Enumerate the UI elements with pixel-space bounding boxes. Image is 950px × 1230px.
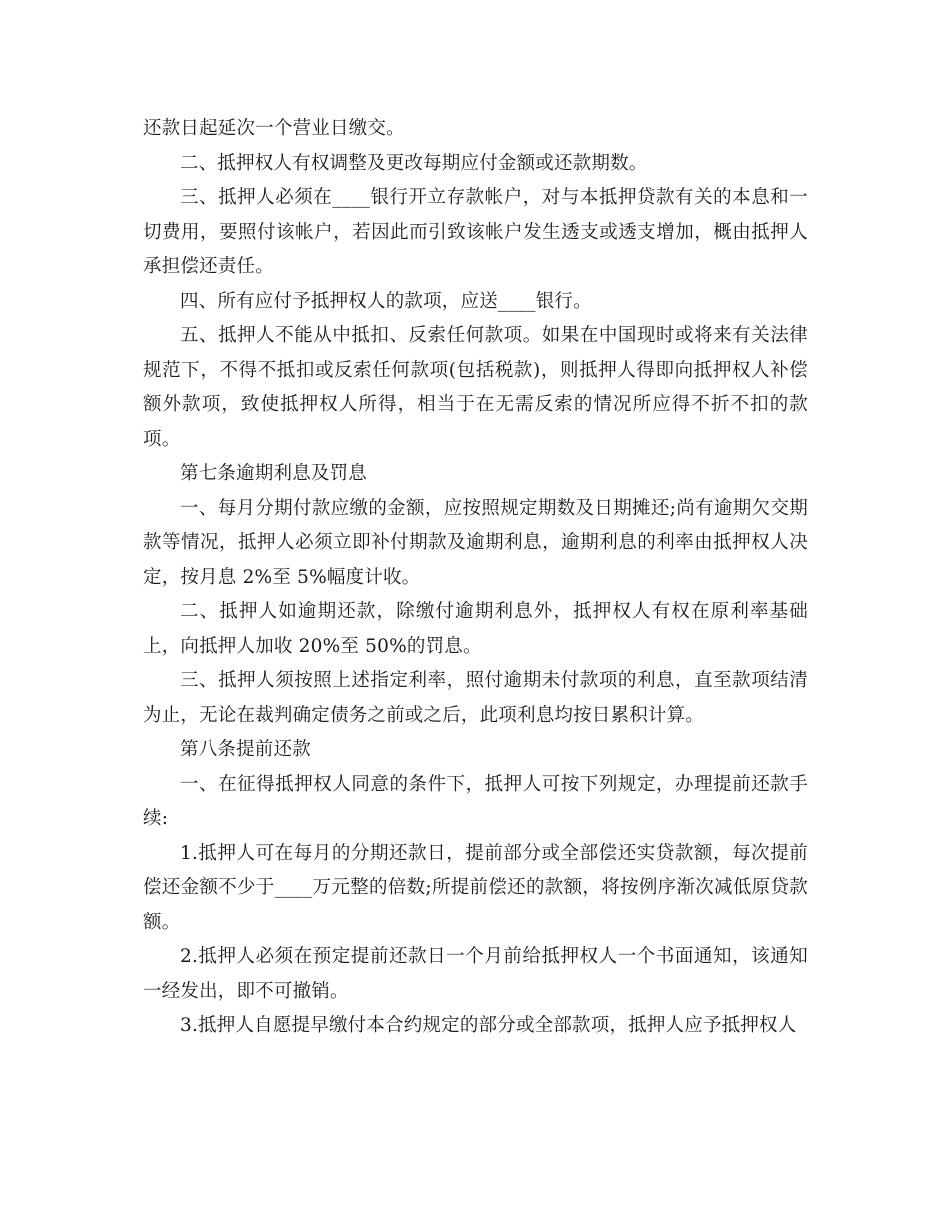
section-heading-article-8: 第八条提前还款 <box>180 739 311 760</box>
paragraph-3: 四、所有应付予抵押权人的款项，应送____银行。 <box>180 290 592 312</box>
paragraph-4: 五、抵押人不能从中抵扣、反索任何款项。如果在中国现时或将来有关法律规范下，不得不抵扣或反索任何款项(包括税款)，则抵押人得即向抵押权人补偿额外款项，致使抵押权人所得，相当于在无需反索的情况所应得不折不扣的款项。 <box>143 325 808 450</box>
paragraph-2: 三、抵押人必须在____银行开立存款帐户，对与本抵押贷款有关的本息和一切费用，要照付该帐户，若因此而引致该帐户发生透支或透支增加，概由抵押人承担偿还责任。 <box>143 187 808 277</box>
paragraph-7: 二、抵押人如逾期还款，除缴付逾期利息外，抵押权人有权在原利率基础上，向抵押人加收 20%至 50%的罚息。 <box>143 601 808 657</box>
document-body <box>143 112 808 1044</box>
paragraph-11: 1.抵押人可在每月的分期还款日，提前部分或全部偿还实贷款额，每次提前偿还金额不少于____万元整的倍数;所提前偿还的款额，将按例序渐次减低原贷款额。 <box>143 842 808 933</box>
paragraph-0: 还款日起延次一个营业日缴交。 <box>143 118 405 139</box>
paragraph-12: 2.抵押人必须在预定提前还款日一个月前给抵押权人一个书面通知，该通知一经发出，即不可撤销。 <box>143 946 808 1002</box>
paragraph-13: 3.抵押人自愿提早缴付本合约规定的部分或全部款项，抵押人应予抵押权人 <box>180 1015 797 1036</box>
paragraph-8: 三、抵押人须按照上述指定利率，照付逾期未付款项的利息，直至款项结清为止，无论在裁判确定债务之前或之后，此项利息均按日累积计算。 <box>143 670 808 726</box>
paragraph-10: 一、在征得抵押权人同意的条件下，抵押人可按下列规定，办理提前还款手续: <box>143 773 808 829</box>
paragraph-1: 二、抵押权人有权调整及更改每期应付金额或还款期数。 <box>180 152 648 174</box>
section-heading-article-7: 第七条逾期利息及罚息 <box>180 463 368 484</box>
paragraph-6: 一、每月分期付款应缴的金额，应按照规定期数及日期摊还;尚有逾期欠交期款等情况，抵押人必须立即补付期款及逾期利息，逾期利息的利率由抵押权人决定，按月息 2%至 5%幅度计收。 <box>143 497 808 588</box>
